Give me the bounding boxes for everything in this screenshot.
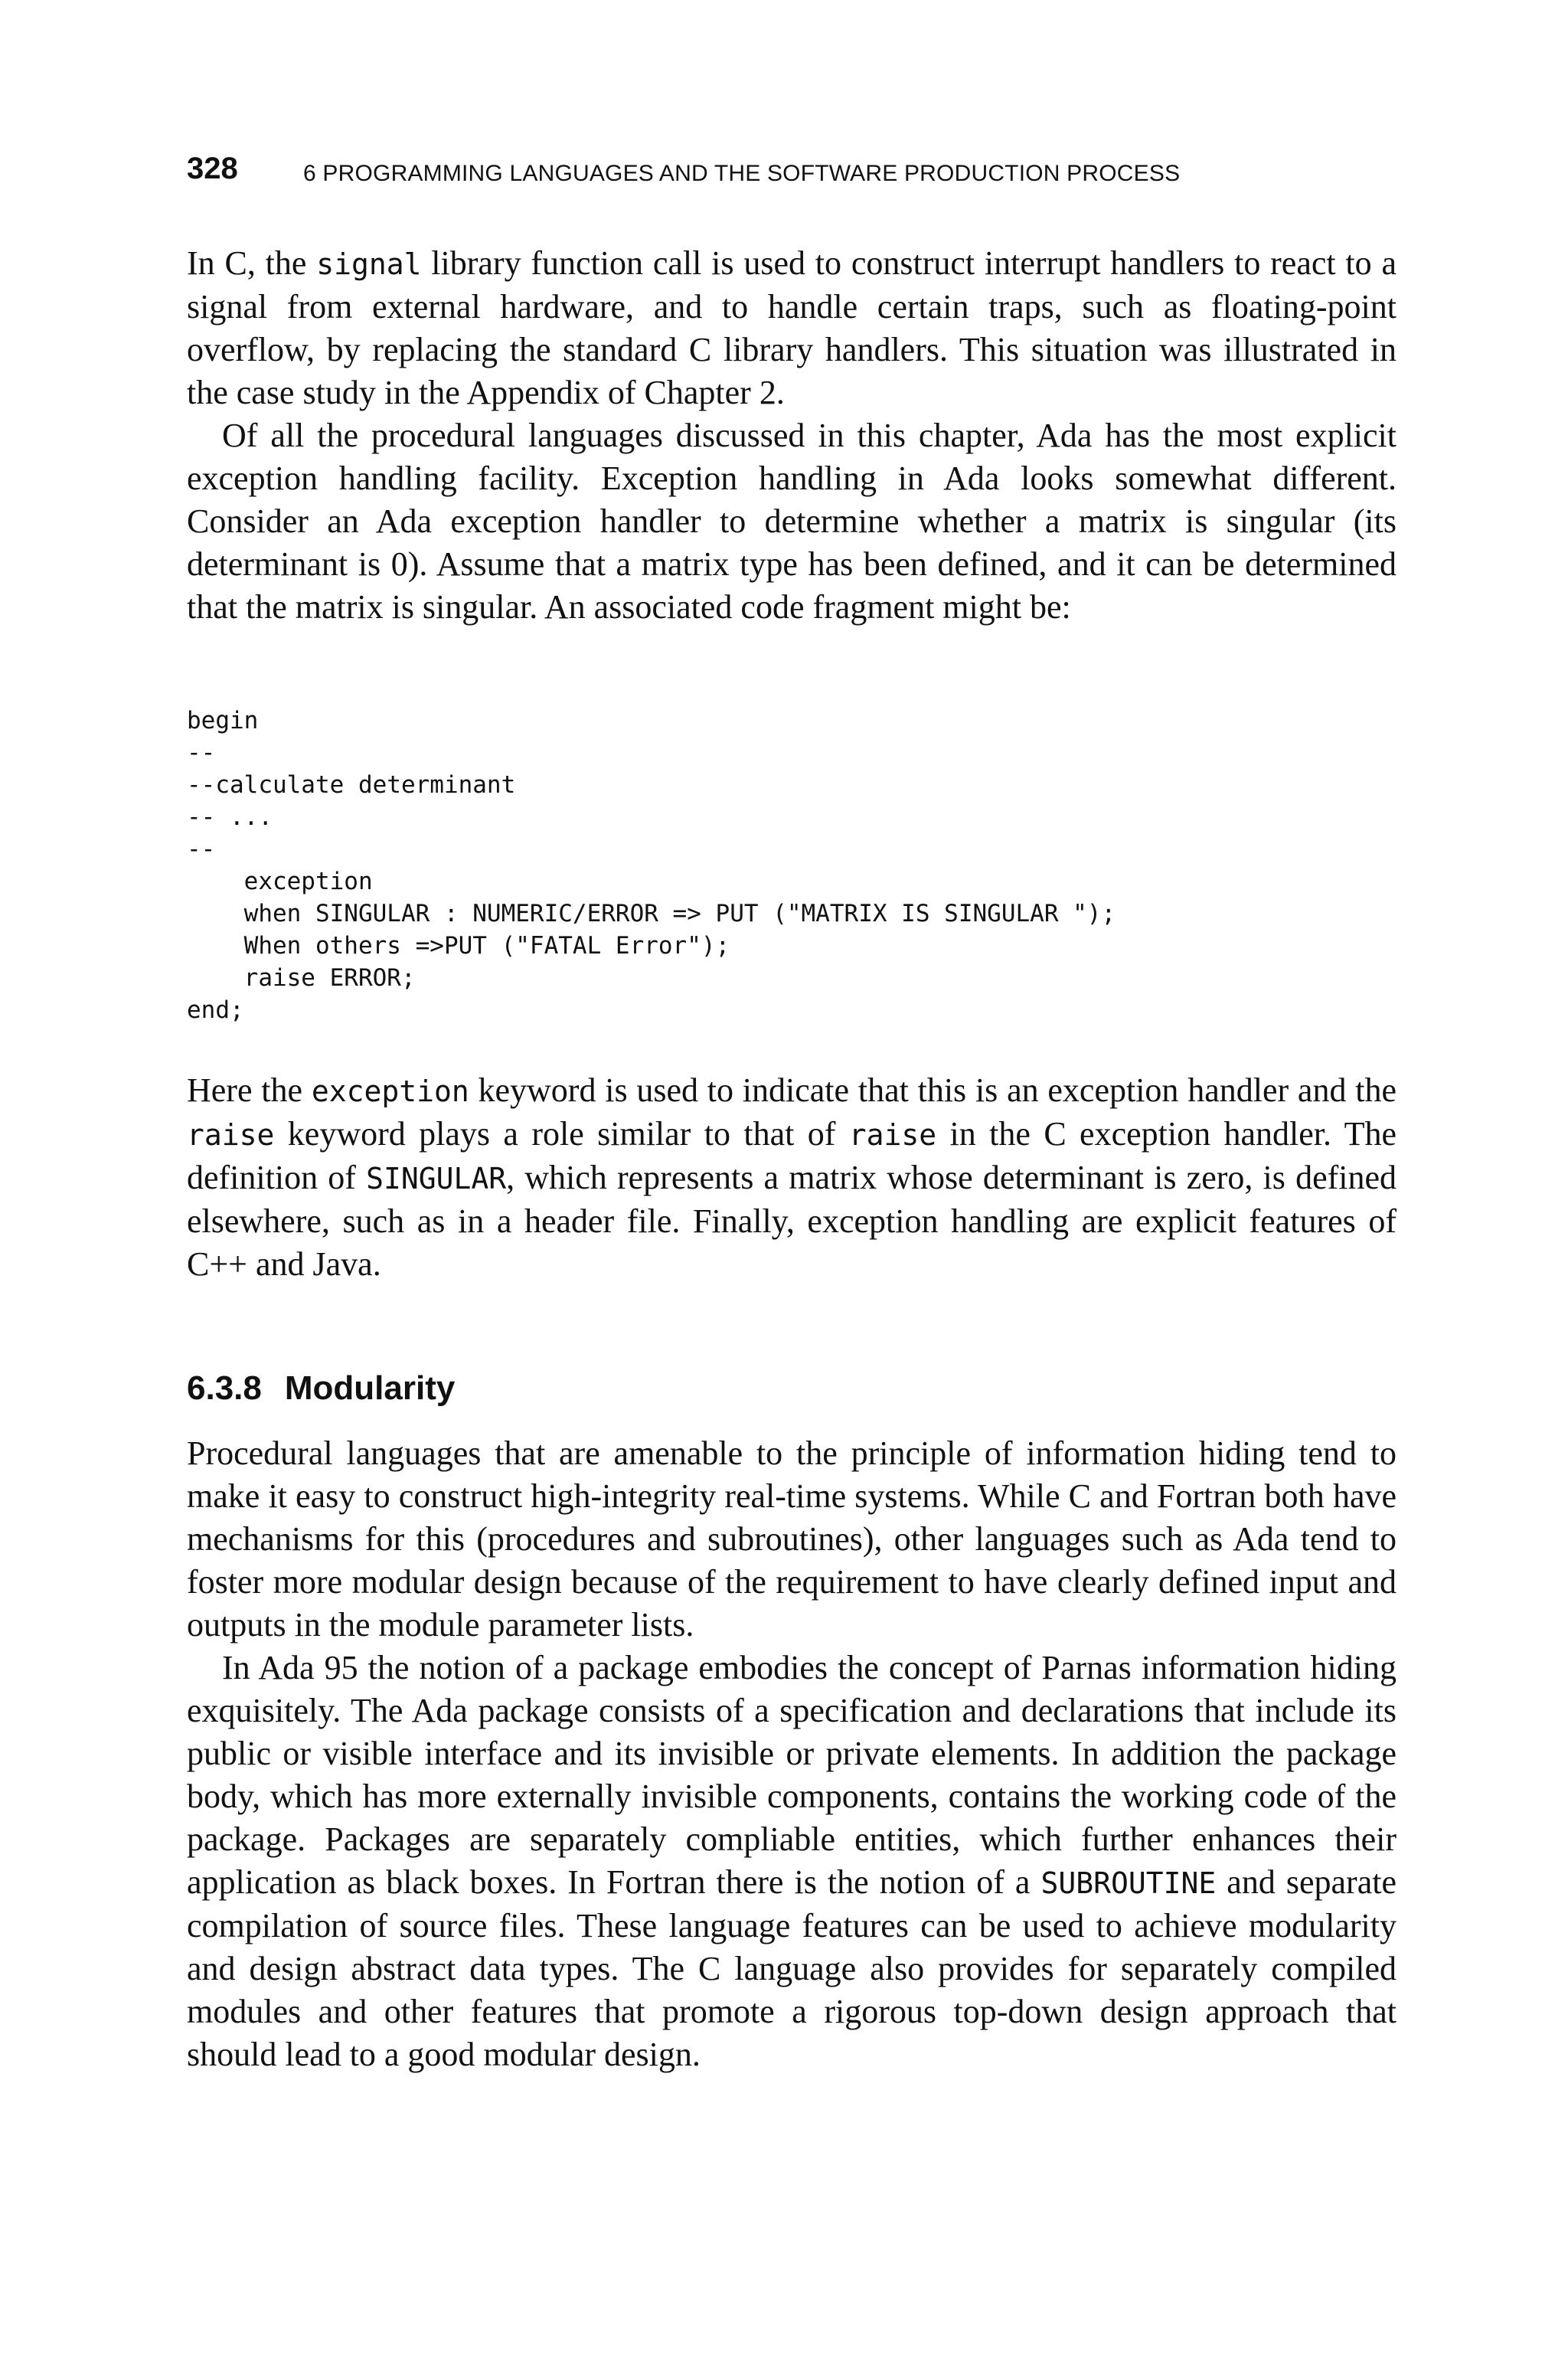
text-run: , which represents a matrix whose determinant is zero, is defined elsewhere, such as in a header file. Finally, exception handling are explicit features of C++ and Java. xyxy=(187,1159,1397,1283)
paragraph-signal xyxy=(187,242,1396,414)
text-run: In Ada 95 the notion of a package embodies the concept of Parnas information hiding exquisitely. The Ada package consists of a specification and declarations that include its public or visible interface and its invisible or private elements. In addition the package body, which has more externally invisible components, contains the working code of the package. Packages are separately compliable entities, which further enhances their application as black boxes. In Fortran there is the notion of a xyxy=(187,1649,1396,1901)
inline-code: SINGULAR xyxy=(366,1162,507,1195)
paragraph-information-hiding: Procedural languages that are amenable to the principle of information hiding tend to make it easy to construct high-integrity real-time systems. While C and Fortran both have mechanisms for this (procedures and subroutines), other languages such as Ada tend to foster more modular design because of the requirement to have clearly defined input and outputs in the module parameter lists. xyxy=(187,1434,1396,1644)
inline-code: exception xyxy=(311,1074,469,1108)
text-run: and separate compilation of source files. These language features can be used to achieve modularity and design abstract data types. The C language also provides for separately compiled modules and other features that promote a rigorous top-down design approach that should lead to a good modular design. xyxy=(187,1863,1396,2073)
inline-code: SUBROUTINE xyxy=(1040,1866,1217,1900)
paragraph-ada-exceptions: Of all the procedural languages discussed in this chapter, Ada has the most explicit exception handling facility. Exception handling in Ada looks somewhat different. Consider an Ada exception handler to determine whether a matrix is singular (its determinant is 0). Assume that a matrix type has been defined, and it can be determined that the matrix is singular. An associated code fragment might be: xyxy=(187,417,1396,626)
inline-code: signal xyxy=(316,247,422,281)
text-run: library function call is used to construct interrupt handlers to react to a signal from external hardware, and to handle certain traps, such as floating-point overflow, by replacing the standard C library handlers. This situation was illustrated in the case study in the Appendix of Chapter 2. xyxy=(187,244,1396,411)
page-number: 328 xyxy=(187,152,238,185)
intro-text-block xyxy=(187,242,1396,629)
section-heading xyxy=(187,1369,455,1408)
text-run: in the C exception handler. The definition of xyxy=(187,1115,1397,1196)
section-number: 6.3.8 xyxy=(187,1369,262,1407)
section-title: Modularity xyxy=(284,1369,456,1407)
modularity-text-block xyxy=(187,1432,1396,2076)
text-run: In C, the xyxy=(187,244,317,282)
explanation-text-block xyxy=(187,1069,1396,1286)
running-head: 6 PROGRAMMING LANGUAGES AND THE SOFTWARE PRODUCTION PROCESS xyxy=(303,161,1181,186)
page-header xyxy=(187,152,1396,198)
text-run: keyword is used to indicate that this is an exception handler and the xyxy=(469,1071,1396,1109)
paragraph-exception-keyword xyxy=(187,1069,1396,1286)
paragraph-ada-packages xyxy=(187,1647,1396,2076)
text-run: Here the xyxy=(187,1071,312,1109)
inline-code: raise xyxy=(848,1118,937,1152)
ada-code-listing: begin -- --calculate determinant -- ... -- exception when SINGULAR : NUMERIC/ERROR => PUT ("MATRIX IS SINGULAR "); When others =>PUT ("FATAL Error"); raise ERROR; end; xyxy=(187,707,1116,1024)
text-run: keyword plays a role similar to that of xyxy=(274,1115,849,1153)
inline-code: raise xyxy=(187,1118,275,1152)
